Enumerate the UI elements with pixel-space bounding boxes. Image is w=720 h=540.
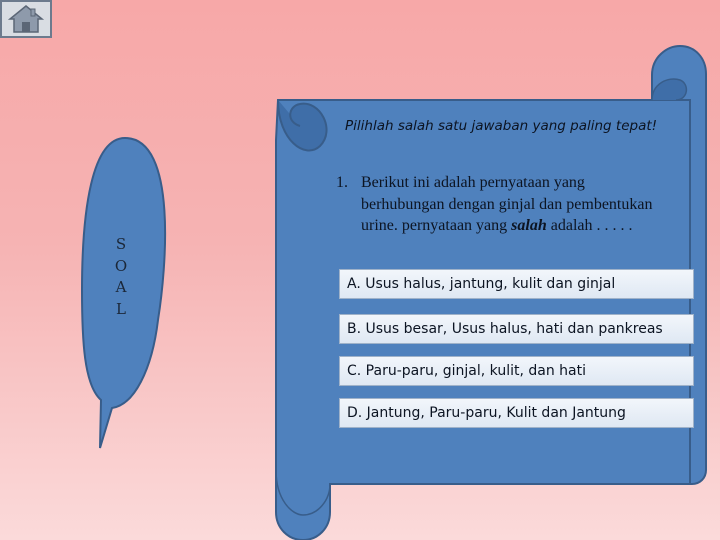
question-text-after: adalah . . . . . <box>550 217 633 234</box>
soal-letter: S <box>115 235 127 253</box>
question-number: 1. <box>336 174 348 191</box>
option-d-button[interactable]: D. Jantung, Paru-paru, Kulit dan Jantung <box>339 398 694 428</box>
option-b-button[interactable]: B. Usus besar, Usus halus, hati dan pankreas <box>339 314 694 344</box>
question-text-before: Berikut ini adalah pernyataan yang berhubungan dengan ginjal dan pembentukan urine. pernyataan yang <box>361 174 653 234</box>
question <box>336 172 656 237</box>
soal-letter: O <box>114 256 128 275</box>
question-text <box>361 172 656 237</box>
soal-letter: L <box>116 299 126 318</box>
soal-label <box>108 234 134 320</box>
soal-letter: A <box>115 278 127 296</box>
option-c-button[interactable]: C. Paru-paru, ginjal, kulit, dan hati <box>339 356 694 386</box>
option-a-button[interactable]: A. Usus halus, jantung, kulit dan ginjal <box>339 269 694 299</box>
instruction-text: Pilihlah salah satu jawaban yang paling tepat! <box>345 118 658 134</box>
question-emphasis: salah <box>511 217 547 234</box>
